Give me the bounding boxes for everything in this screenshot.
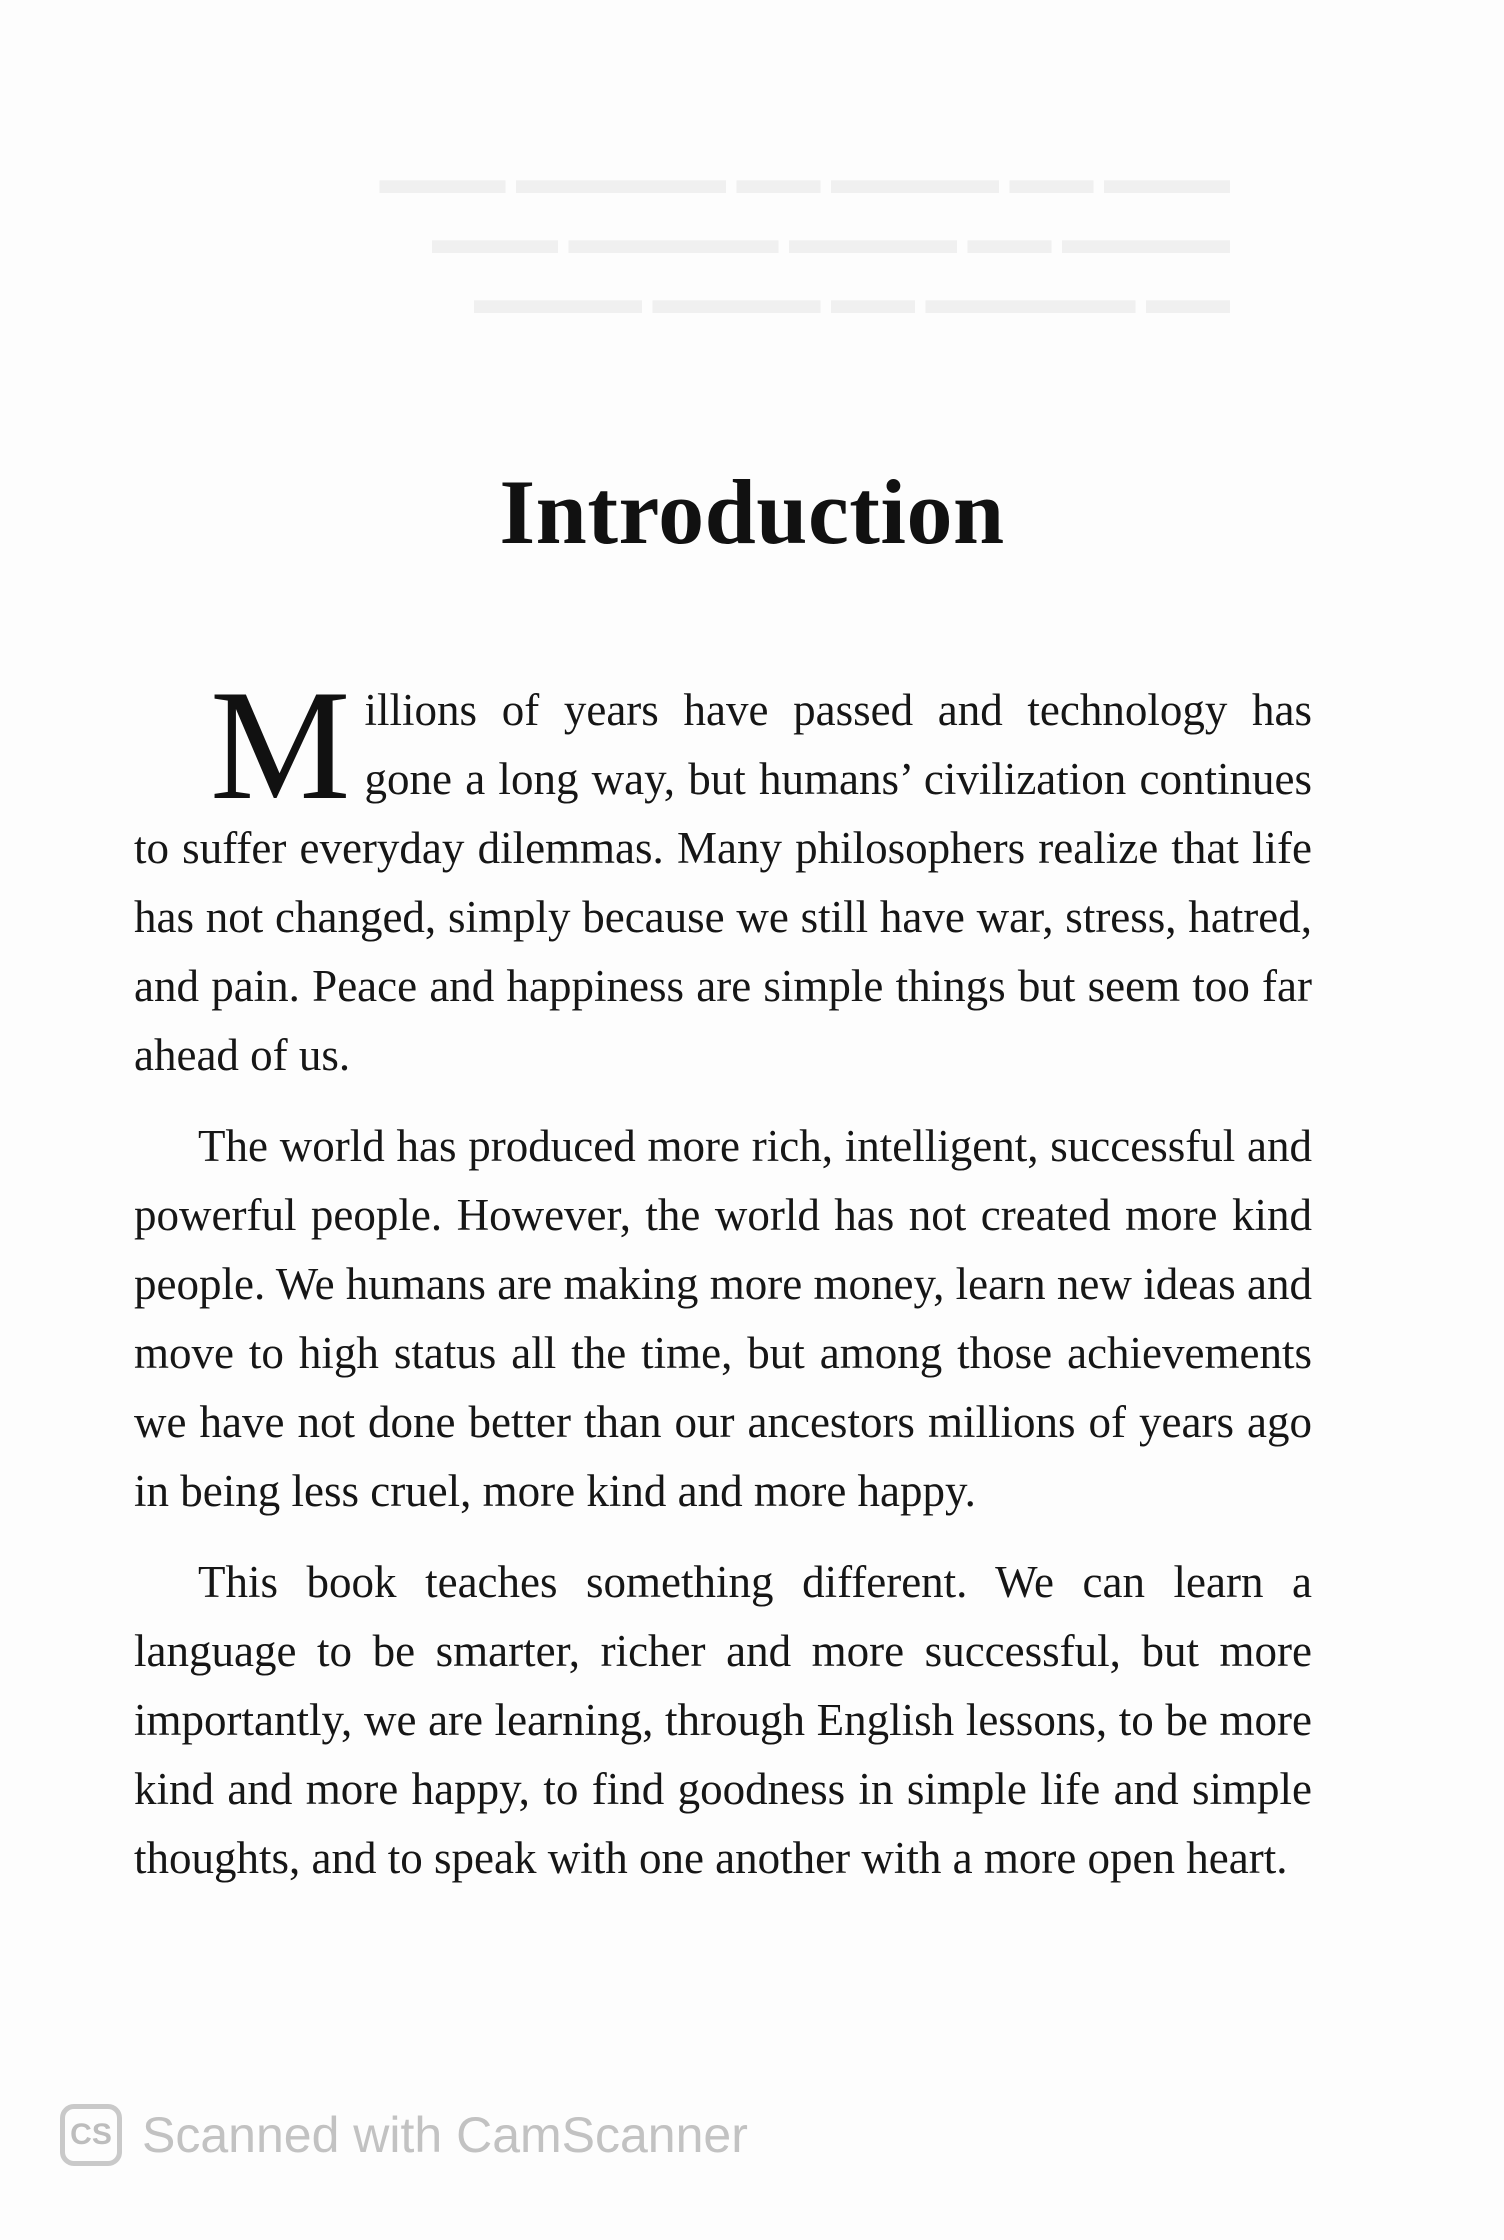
drop-cap: M <box>210 658 351 833</box>
chapter-title: Introduction <box>499 460 1005 563</box>
watermark-text: Scanned with CamScanner <box>142 2107 748 2163</box>
paragraph-2: The world has produced more rich, intelligent, successful and powerful people. However, the world has not created more kind people. We humans are making more money, learn new ideas and move to high status all the time, but among those achievements we have not done better than our ancestors millions of years ago in being less cruel, more kind and more happy. <box>134 1121 1312 1516</box>
camscanner-logo-icon: CS <box>60 2104 122 2166</box>
paragraph-1-text: illions of years have passed and technology has gone a long way, but humans’ civilization continues to suffer everyday dilemmas. Many philosophers realize that life has not changed, simply because we still have war, stress, hatred, and pain. Peace and happiness are simple things but seem too far ahead of us. <box>134 685 1312 1080</box>
show-through-shadow: ▬▬▬ ▬▬ ▬▬▬▬ ▬▬ ▬▬▬▬▬ ▬▬▬ ▬▬▬▬ ▬▬ ▬▬▬▬ ▬▬▬▬▬ ▬▬▬ ▬▬ ▬▬▬▬▬ ▬▬ ▬▬▬▬ ▬▬▬▬ <box>379 157 1230 323</box>
scanner-watermark <box>60 2100 748 2170</box>
chapter-body <box>134 658 1312 1915</box>
paragraph-1 <box>134 658 1312 1090</box>
paragraph-3: This book teaches something different. We can learn a language to be smarter, richer and more successful, but more importantly, we are learning, through English lessons, to be more kind and more happy, to find goodness in simple life and simple thoughts, and to speak with one another with a more open heart. <box>134 1557 1312 1883</box>
